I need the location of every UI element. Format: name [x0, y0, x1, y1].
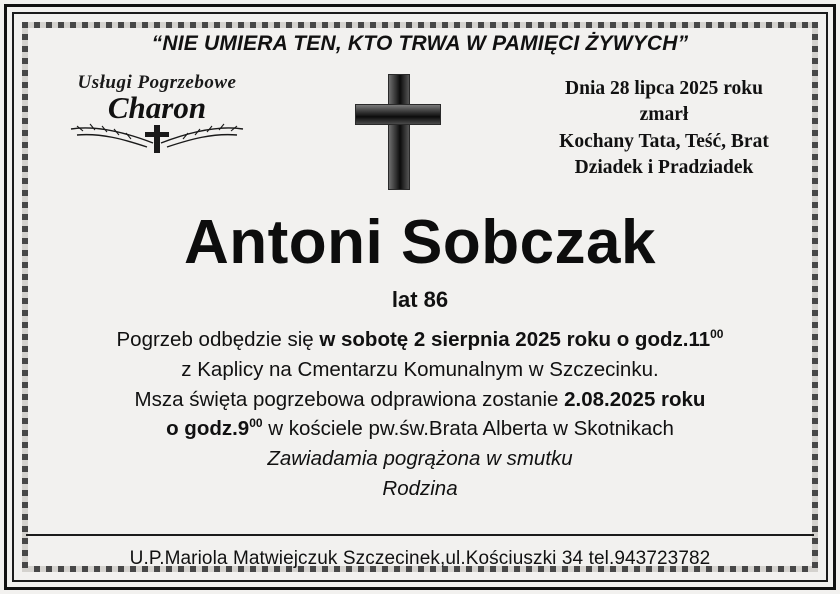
logo-line-brand: Charon — [107, 90, 207, 125]
footer-divider — [26, 534, 814, 536]
funeral-line-1-plain: Pogrzeb odbędzie się — [116, 328, 320, 352]
funeral-line-3 — [26, 385, 814, 415]
family-signature-line: Rodzina — [382, 476, 458, 500]
cross-horizontal-bar — [355, 104, 441, 125]
relations-line-2: Dziadek i Pradziadek — [574, 156, 754, 178]
funeral-line-3-bold: 2.08.2025 roku — [564, 387, 706, 411]
cross-illustration — [313, 72, 483, 190]
family-notice-line: Zawiadamia pogrążona w smutku — [267, 446, 573, 470]
death-date-line: Dnia 28 lipca 2025 roku — [565, 78, 763, 99]
cross-icon — [355, 74, 441, 190]
funeral-line-2: z Kaplicy na Cmentarzu Komunalnym w Szczecinku. — [181, 357, 659, 381]
funeral-line-4-plain: w kościele pw.św.Brata Alberta w Skotnikach — [262, 417, 674, 441]
cross-vertical-bar — [388, 74, 410, 190]
funeral-line-1 — [26, 325, 814, 355]
funeral-line-4-superscript: 00 — [249, 416, 263, 431]
died-word-line: zmarł — [639, 104, 689, 126]
funeral-home-logo — [26, 72, 282, 157]
funeral-home-contact: U.P.Mariola Matwiejczuk Szczecinek,ul.Kościuszki 34 tel.943723782 — [129, 548, 711, 569]
wreath-cross-emblem-icon — [32, 123, 282, 157]
upper-section — [26, 72, 814, 192]
funeral-line-1-superscript: 00 — [710, 327, 724, 342]
funeral-details — [26, 325, 814, 503]
logo-line-services: Usługi Pogrzebowe — [77, 72, 237, 93]
funeral-line-4 — [26, 414, 814, 444]
motto-text: “NIE UMIERA TEN, KTO TRWA W PAMIĘCI ŻYWYCH” — [151, 32, 689, 55]
funeral-line-3-plain: Msza święta pogrzebowa odprawiona zostanie — [134, 387, 565, 411]
notice-content — [26, 20, 814, 574]
deceased-name: Antoni Sobczak — [183, 208, 657, 277]
deceased-age: lat 86 — [391, 287, 449, 313]
death-announcement-block — [514, 72, 814, 181]
relations-line-1: Kochany Tata, Teść, Brat — [559, 130, 769, 152]
funeral-line-1-bold: w sobotę 2 sierpnia 2025 roku o godz.11 — [319, 328, 711, 352]
funeral-line-4-bold: o godz.9 — [166, 417, 250, 441]
